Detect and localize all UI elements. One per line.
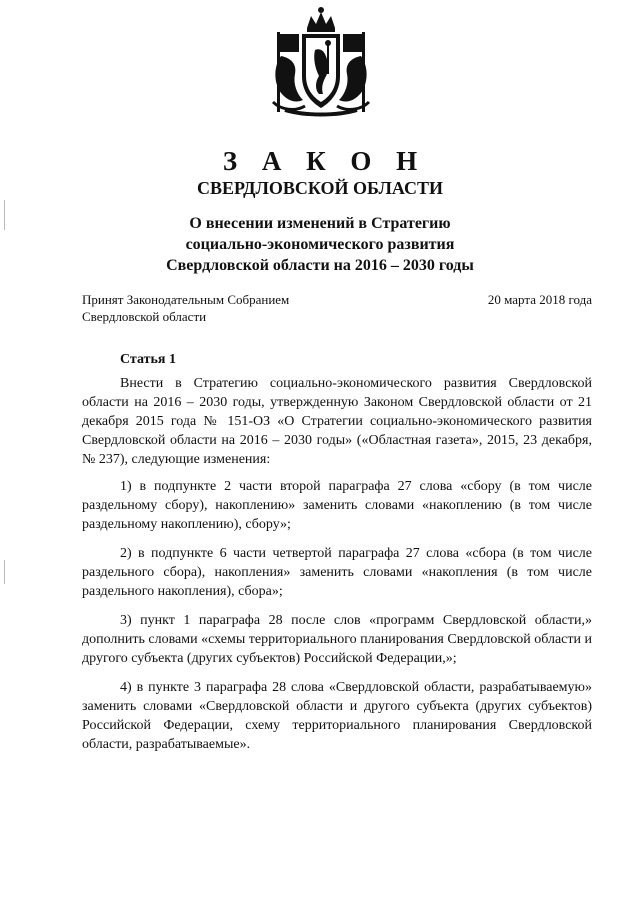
paragraph: 4) в пункте 3 параграфа 28 слова «Свердловской области, разрабатываемую» заменить словами «Свердловской области и другого субъекта (других субъектов) Российской Федерации, схему территориального планирования Свердловской области, разрабатываемые». [82, 680, 592, 752]
adoption-authority-line: Принят Законодательным Собранием [82, 292, 290, 307]
paragraph: Внести в Стратегию социально-экономического развития Свердловской области на 2016 – 2030 годы, утвержденную Законом Свердловской области от 21 декабря 2015 года № 151-ОЗ «О Стратегии социально-экономического развития Свердловской области на 2016 – 2030 годы» («Областная газета», 2015, 23 декабря, № 237), следующие изменения: [82, 376, 592, 467]
coat-of-arms-icon [255, 6, 387, 118]
adoption-authority-line: Свердловской области [82, 309, 207, 324]
law-subtitle [0, 213, 640, 276]
article-heading: Статья 1 [120, 352, 176, 367]
document-type-title: З А К О Н [222, 146, 427, 176]
paragraph: 1) в подпункте 2 части второй параграфа 27 слова «сбору (в том числе раздельному сбору), накоплению» заменить словами «накоплению (в том числе раздельному накоплению), сбору»; [82, 479, 592, 532]
adoption-date: 20 марта 2018 года [487, 292, 592, 307]
region-title: СВЕРДЛОВСКОЙ ОБЛАСТИ [197, 178, 443, 198]
adoption-authority [82, 291, 289, 325]
scan-edge-mark [4, 560, 5, 584]
subtitle-line: Свердловской области на 2016 – 2030 годы [166, 257, 474, 274]
article-body [82, 374, 592, 764]
subtitle-line: социально-экономического развития [185, 236, 455, 253]
paragraph: 3) пункт 1 параграфа 28 после слов «программ Свердловской области,» дополнить словами «схемы территориального планирования Свердловской области и другого субъекта (других субъектов) Российской Федерации,»; [82, 613, 592, 666]
subtitle-line: О внесении изменений в Стратегию [189, 215, 451, 232]
paragraph: 2) в подпункте 6 части четвертой параграфа 27 слова «сбора (в том числе раздельного сбора), накопления» заменить словами «накопления (в том числе раздельного накопления), сбора»; [82, 546, 592, 599]
